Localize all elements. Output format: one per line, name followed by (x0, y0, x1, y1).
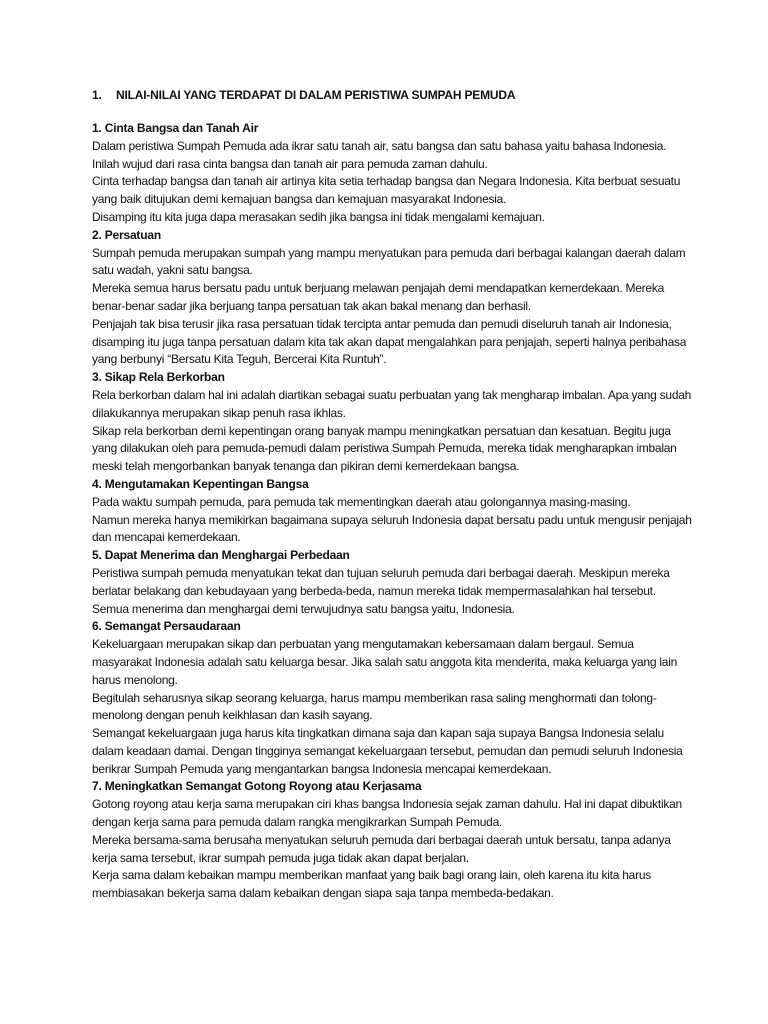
document-body (92, 120, 692, 903)
section (92, 120, 692, 227)
paragraph: Begitulah seharusnya sikap seorang keluarga, harus mampu memberikan rasa saling menghormati dan tolong-menolong dengan penuh keikhlasan dan kasih sayang. (92, 690, 657, 723)
paragraph: Mereka bersama-sama berusaha menyatukan seluruh pemuda dari berbagai daerah untuk bersatu, tanpa adanya kerja sama tersebut, ikrar sumpah pemuda juga tidak akan dapat berjalan. (92, 832, 671, 865)
section-heading: 2. Persatuan (92, 227, 161, 242)
paragraph: Kerja sama dalam kebaikan mampu memberikan manfaat yang baik bagi orang lain, oleh karena itu kita harus membiasakan bekerja sama dalam kebaikan dengan siapa saja tanpa membeda-bedakan. (92, 868, 651, 901)
document-title-number: 1. (92, 88, 102, 102)
document-title (92, 86, 692, 104)
paragraph: Peristiwa sumpah pemuda menyatukan tekat dan tujuan seluruh pemuda dari berbagai daerah. Meskipun mereka berlatar belakang dan kebudayaan yang berbeda-beda, namun mereka tidak mempermasalahkan hal tersebut. Semua menerima dan menghargai demi terwujudnya satu bangsa yaitu, Indonesia. (92, 565, 670, 616)
paragraph: Gotong royong atau kerja sama merupakan ciri khas bangsa Indonesia sejak zaman dahulu. Hal ini dapat dibuktikan dengan kerja sama para pemuda dalam rangka mengikrarkan Sumpah Pemuda. (92, 797, 682, 830)
section (92, 369, 692, 476)
section-heading: 5. Dapat Menerima dan Menghargai Perbedaan (92, 548, 350, 563)
section-heading: 4. Mengutamakan Kepentingan Bangsa (92, 476, 309, 491)
paragraph: Namun mereka hanya memikirkan bagaimana supaya seluruh Indonesia dapat bersatu padu untuk mengusir penjajah dan mencapai kemerdekaan. (92, 512, 692, 545)
section-heading: 3. Sikap Rela Berkorban (92, 370, 225, 385)
section (92, 227, 692, 369)
section-heading: 7. Meningkatkan Semangat Gotong Royong atau Kerjasama (92, 779, 422, 794)
paragraph: Mereka semua harus bersatu padu untuk berjuang melawan penjajah demi mendapatkan kemerdekaan. Mereka benar-benar sadar jika berjuang tanpa persatuan tak akan bakal menang dan berhasil. (92, 281, 665, 313)
section (92, 547, 692, 618)
section (92, 778, 692, 903)
section (92, 476, 692, 547)
section-heading: 6. Semangat Persaudaraan (92, 619, 241, 634)
paragraph: Kekeluargaan merupakan sikap dan perbuatan yang mengutamakan kebersamaan dalam bergaul. Semua masyarakat Indonesia adalah satu keluarga besar. Jika salah satu anggota kita menderita, maka keluarga yang lain harus menolong. (92, 637, 678, 687)
paragraph: Sikap rela berkorban demi kepentingan orang banyak mampu meningkatkan persatuan dan kesatuan. Begitu juga yang dilakukan oleh para pemuda-pemudi dalam peristiwa Sumpah Pemuda, mereka tidak mengharapkan imbalan meski telah mengorbankan banyak tenanga dan pikiran demi kemerdekaan bangsa. (92, 423, 677, 474)
paragraph: Rela berkorban dalam hal ini adalah diartikan sebagai suatu perbuatan yang tak mengharap imbalan. Apa yang sudah dilakukannya merupakan sikap penuh rasa ikhlas. (92, 387, 692, 420)
paragraph: Pada waktu sumpah pemuda, para pemuda tak mementingkan daerah atau golongannya masing-masing. (92, 494, 631, 509)
paragraph: Dalam peristiwa Sumpah Pemuda ada ikrar satu tanah air, satu bangsa dan satu bahasa yaitu bahasa Indonesia. Inilah wujud dari rasa cinta bangsa dan tanah air para pemuda zaman dahulu. (92, 138, 667, 171)
paragraph: Disamping itu kita juga dapa merasakan sedih jika bangsa ini tidak mengalami kemajuan. (92, 209, 545, 224)
paragraph: Semangat kekeluargaan juga harus kita tingkatkan dimana saja dan kapan saja supaya Bangsa Indonesia selalu dalam keadaan damai. Dengan tingginya semangat kekeluargaan tersebut, pemudan dan pemudi seluruh Indonesia berikrar Sumpah Pemuda yang mengantarkan bangsa Indonesia mencapai kemerdekaan. (92, 726, 683, 776)
paragraph: Penjajah tak bisa terusir jika rasa persatuan tidak tercipta antar pemuda dan pemudi diseluruh tanah air Indonesia, disamping itu juga tanpa persatuan dalam kita tak akan dapat mengalahkan para penjajah, seperti halnya peribahasa yang berbunyi “Bersatu Kita Teguh, Bercerai Kita Runtuh”. (92, 316, 687, 367)
paragraph: Cinta terhadap bangsa dan tanah air artinya kita setia terhadap bangsa dan Negara Indonesia. Kita berbuat sesuatu yang baik ditujukan demi kemajuan bangsa dan kemajuan masyarakat Indonesia. (92, 174, 681, 207)
section (92, 618, 692, 778)
document-title-text: NILAI-NILAI YANG TERDAPAT DI DALAM PERISTIWA SUMPAH PEMUDA (116, 88, 516, 102)
paragraph: Sumpah pemuda merupakan sumpah yang mampu menyatukan para pemuda dari berbagai kalangan daerah dalam satu wadah, yakni satu bangsa. (92, 245, 686, 278)
section-heading: 1. Cinta Bangsa dan Tanah Air (92, 121, 259, 135)
document-page (92, 86, 692, 903)
